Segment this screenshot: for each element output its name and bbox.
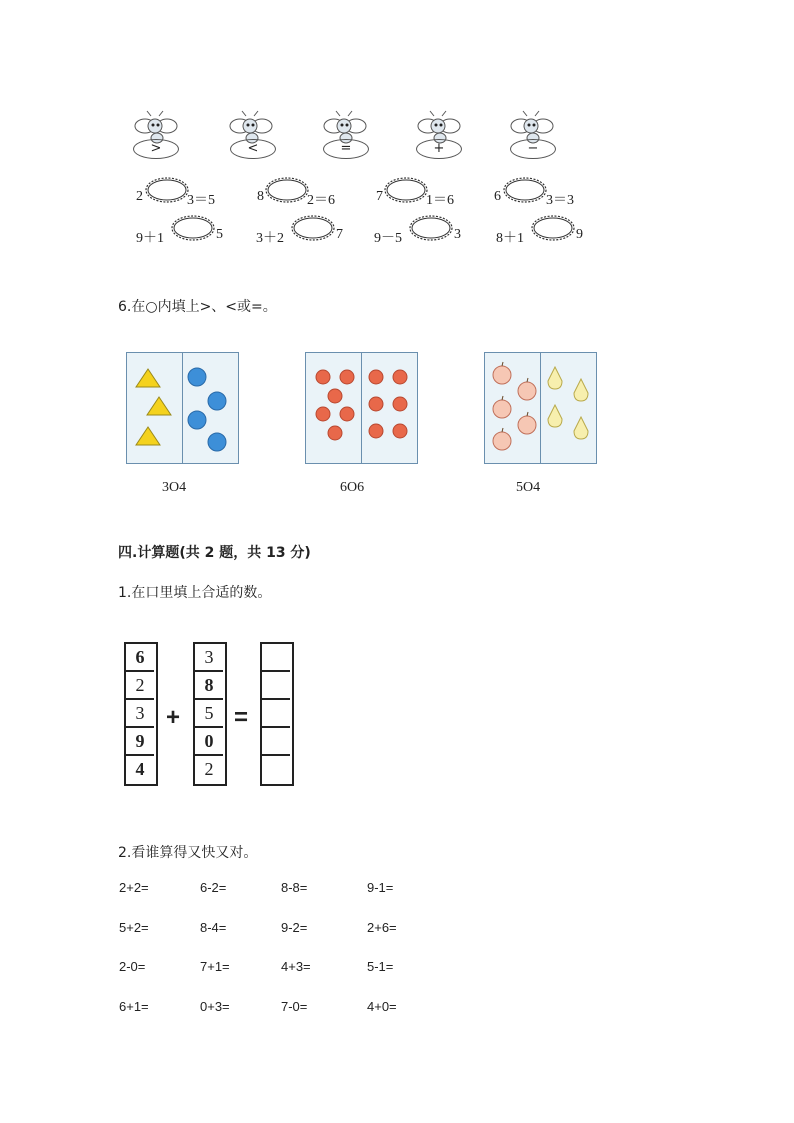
- digit-cell: 9: [126, 728, 154, 756]
- arith-problem[interactable]: 6-2=: [200, 880, 227, 895]
- equation-right: 1＝6: [426, 193, 454, 208]
- answer-bubble[interactable]: [290, 214, 336, 242]
- digit-cell: 3: [126, 700, 154, 728]
- section-4-title: 四.计算题(共 2 题，共 13 分): [118, 545, 311, 561]
- digit-cell: 3: [195, 644, 223, 672]
- equation-right: 7: [336, 227, 343, 242]
- arith-problem[interactable]: 7+1=: [200, 959, 230, 974]
- digit-cell: 6: [126, 644, 154, 672]
- right-number-stack: [193, 642, 227, 786]
- arith-problem[interactable]: 4+0=: [367, 999, 397, 1014]
- arith-problem[interactable]: 6+1=: [119, 999, 149, 1014]
- operator-oval: <: [230, 139, 276, 159]
- left-number-stack: [124, 642, 158, 786]
- operator-oval: >: [133, 139, 179, 159]
- equation-right: 3＝5: [187, 193, 215, 208]
- arith-problem[interactable]: 9-1=: [367, 880, 394, 895]
- arith-problem[interactable]: 5-1=: [367, 959, 394, 974]
- compare-panel-fruit: [484, 352, 597, 464]
- arith-problem[interactable]: 9-2=: [281, 920, 308, 935]
- answer-bubble[interactable]: [383, 176, 429, 204]
- equation-left: 6: [494, 189, 501, 204]
- question-2-title: 2.看谁算得又快又对。: [118, 845, 258, 861]
- equation-left: 7: [376, 189, 383, 204]
- answer-stack: [260, 642, 294, 786]
- digit-cell: 4: [135, 759, 145, 779]
- digit-cell: 2: [204, 759, 214, 779]
- equation-right: 5: [216, 227, 223, 242]
- operator-oval: −: [510, 139, 556, 159]
- answer-bubble[interactable]: [408, 214, 454, 242]
- fruit-picture: [485, 353, 596, 463]
- answer-cell[interactable]: [262, 756, 290, 784]
- equation-left: 8＋1: [496, 231, 524, 246]
- arith-problem[interactable]: 5+2=: [119, 920, 149, 935]
- compare-panel-shapes: [126, 352, 239, 464]
- answer-cell[interactable]: [262, 700, 290, 728]
- arith-problem[interactable]: 8-8=: [281, 880, 308, 895]
- operator-oval: +: [416, 139, 462, 159]
- equation-right: 3＝3: [546, 193, 574, 208]
- answer-bubble[interactable]: [170, 214, 216, 242]
- dots-picture: [306, 353, 417, 463]
- arith-problem[interactable]: 8-4=: [200, 920, 227, 935]
- answer-bubble[interactable]: [502, 176, 548, 204]
- answer-cell[interactable]: [262, 644, 290, 672]
- arith-problem[interactable]: 2-0=: [119, 959, 146, 974]
- digit-cell: 8: [195, 672, 223, 700]
- digit-cell: 0: [195, 728, 223, 756]
- compare-panel-dots: [305, 352, 418, 464]
- equation-left: 9－5: [374, 231, 402, 246]
- question-1-title: 1.在口里填上合适的数。: [118, 585, 272, 601]
- equals-sign: =: [234, 704, 249, 731]
- equation-right: 2＝6: [307, 193, 335, 208]
- plus-sign: +: [166, 704, 181, 731]
- equation-left: 9＋1: [136, 231, 164, 246]
- operator-oval: =: [323, 139, 369, 159]
- answer-cell[interactable]: [262, 728, 290, 756]
- arith-problem[interactable]: 0+3=: [200, 999, 230, 1014]
- shapes-picture: [127, 353, 238, 463]
- equation-left: 3＋2: [256, 231, 284, 246]
- answer-cell[interactable]: [262, 672, 290, 700]
- equation-left: 2: [136, 189, 143, 204]
- answer-bubble[interactable]: [264, 176, 310, 204]
- question-6-title: 6.在○内填上>、<或=。: [118, 299, 277, 315]
- arith-problem[interactable]: 7-0=: [281, 999, 308, 1014]
- answer-bubble[interactable]: [530, 214, 576, 242]
- equation-right: 9: [576, 227, 583, 242]
- arith-problem[interactable]: 2+2=: [119, 880, 149, 895]
- arith-problem[interactable]: 2+6=: [367, 920, 397, 935]
- digit-cell: 5: [195, 700, 223, 728]
- compare-expression[interactable]: 6O6: [340, 480, 365, 495]
- compare-expression[interactable]: 5O4: [516, 480, 541, 495]
- arith-problem[interactable]: 4+3=: [281, 959, 311, 974]
- answer-bubble[interactable]: [144, 176, 190, 204]
- equation-left: 8: [257, 189, 264, 204]
- digit-cell: 2: [126, 672, 154, 700]
- compare-expression[interactable]: 3O4: [162, 480, 187, 495]
- equation-right: 3: [454, 227, 461, 242]
